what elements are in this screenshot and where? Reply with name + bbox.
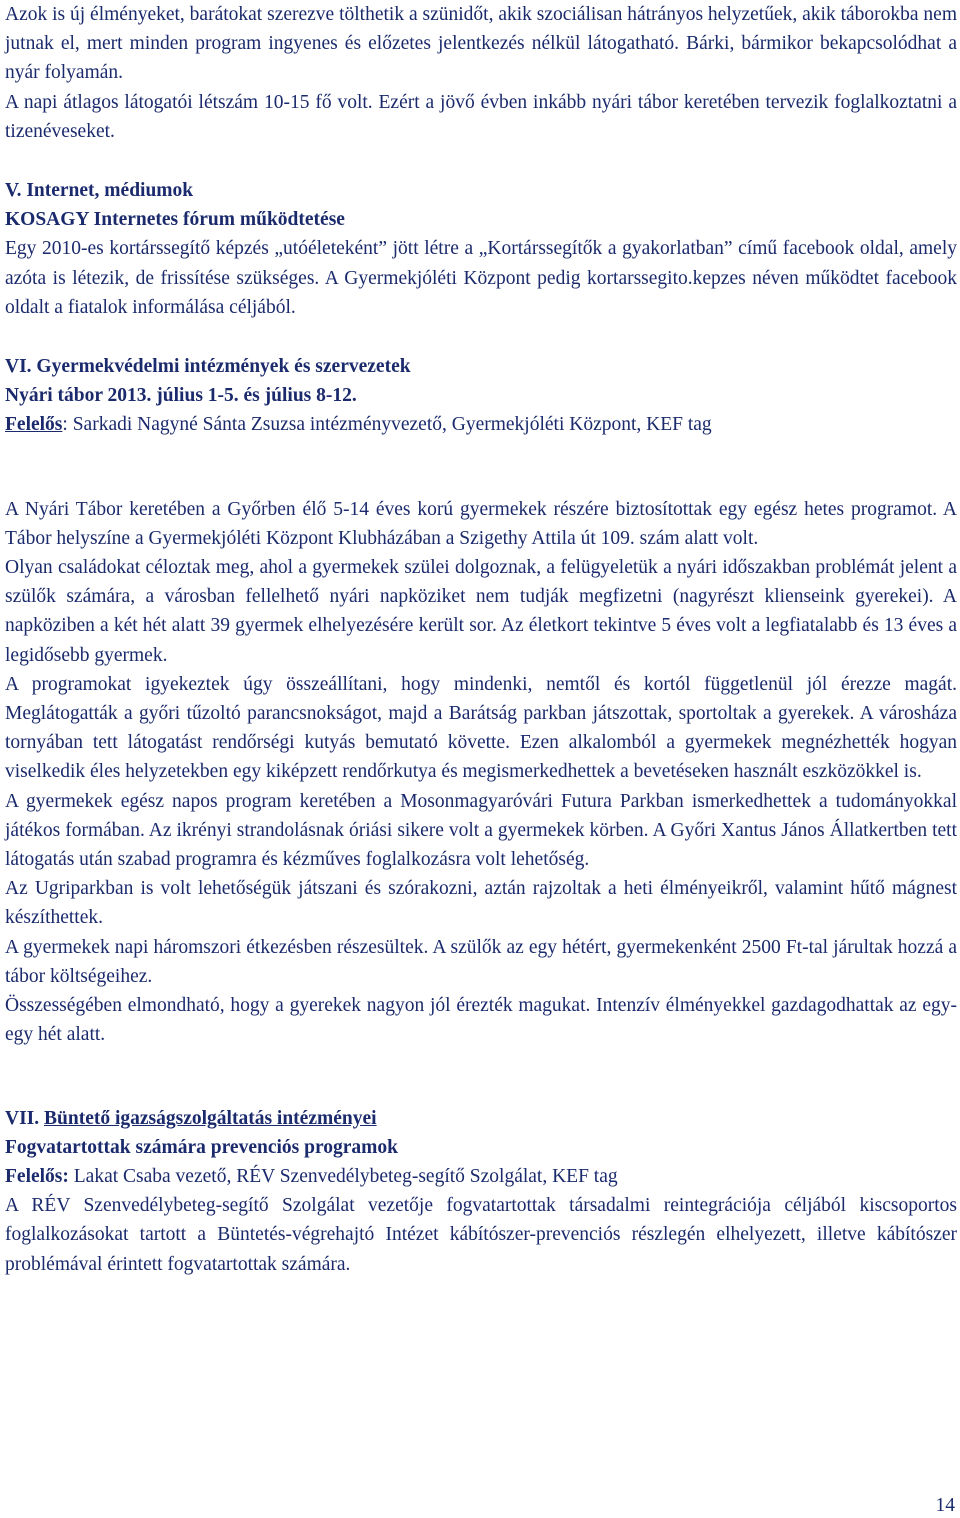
section-6-paragraph: A Nyári Tábor keretében a Győrben élő 5-14 éves korú gyermekek részére biztosítottak egy egész hetes programot. A Tábor helyszíne a Gyermekjóléti Központ Klubházában a Szigethy Attila út 109. szám alatt volt. [5, 498, 957, 549]
responsible-text: Lakat Csaba vezető, RÉV Szenvedélybeteg-segítő Szolgálat, KEF tag [68, 1165, 618, 1187]
section-6-paragraph: Az Ugriparkban is volt lehetőségük játszani és szórakozni, aztán rajzoltak a heti élményeikről, valamint hűtő mágnest készíthettek. [5, 878, 957, 929]
section-6-paragraph: A gyermekek egész napos program keretében a Mosonmagyaróvári Futura Parkban ismerkedhettek a tudományokkal játékos formában. Az ikrényi strandolásnak óriási sikere volt a gyermekek körben. A Győri Xantus János Állatkertben tett látogatás után szabad programra és kézműves foglalkozásra volt lehetőség. [5, 790, 957, 871]
section-6-subheading: Nyári tábor 2013. július 1-5. és július 8-12. [5, 385, 357, 407]
section-5-paragraph: Egy 2010-es kortárssegítő képzés „utóéleteként” jött létre a „Kortárssegítők a gyakorlatban” című facebook oldal, amely azóta is létezik, de frissítése szükséges. A Gyermekjóléti Központ pedig kortarssegito.kepzes néven működtet facebook oldalt a fiatalok informálása céljából. [5, 238, 957, 318]
section-6-responsible [5, 410, 957, 439]
section-6-paragraph: A programokat igyekeztek úgy összeállítani, hogy mindenki, nemtől és kortól függetlenül jól érezze magát. Meglátogatták a győri tűzoltó parancsnokságot, majd a Barátság parkban játszottak, sportoltak a gyerekek. A városháza tornyában tett látogatást rendőrségi kutyás bemutató követte. Ezen alkalomból a gyermekek megnézhették hogyan viselkedik éles helyzetekben egy kiképzett rendőrkutya és megismerkedhettek a bevetéseken használt eszközökkel is. [5, 673, 957, 783]
section-6-paragraph: Olyan családokat céloztak meg, ahol a gyermekek szülei dolgoznak, a felügyeletük a nyári időszakban problémát jelent a szülők számára, a városban fellelhető nyári napköziket nem tudják megfizetni (nagyrészt klienseink gyerekei). A napköziben a két hét alatt 39 gyermek elhelyezésére került sor. Az életkort tekintve 5 éves volt a legfiatalabb és 13 éves a legidősebb gyermek. [5, 557, 957, 666]
spacer [5, 146, 957, 176]
section-5-subheading: KOSAGY Internetes fórum működtetése [5, 209, 345, 231]
section-6-paragraph: A gyermekek napi háromszori étkezésben részesültek. A szülők az egy hétért, gyermekenként 2500 Ft-tal járultak hozzá a tábor költségeihez. [5, 936, 957, 987]
responsible-label: Felelős [5, 414, 63, 436]
section-7-paragraph: A RÉV Szenvedélybeteg-segítő Szolgálat vezetője fogvatartottak társadalmi reintegrációja céljából kiscsoportos foglalkozásokat tartott a Büntetés-végrehajtó Intézet kábítószer-prevenciós részlegén elhelyezett, illetve kábítószer problémával érintett fogvatartottak számára. [5, 1195, 957, 1275]
section-7-heading-prefix: VII. [5, 1107, 45, 1129]
intro-paragraph-2: A napi átlagos látogatói létszám 10-15 fő volt. Ezért a jövő évben inkább nyári tábor keretében tervezik foglalkoztatni a tizenéveseket. [5, 91, 957, 142]
intro-paragraph: Azok is új élményeket, barátokat szerezve tölthetik a szünidőt, akik szociálisan hátrányos helyzetűek, akik táborokba nem jutnak el, mert minden program ingyenes és előzetes jelentkezés nélkül látogatható. Bárki, bármikor bekapcsolódhat a nyár folyamán. [5, 4, 957, 84]
spacer [5, 1050, 957, 1104]
spacer [5, 322, 957, 352]
section-7-heading [5, 1104, 957, 1133]
responsible-text: : Sarkadi Nagyné Sánta Zsuzsa intézményvezető, Gyermekjóléti Központ, KEF tag [62, 414, 712, 436]
section-6-heading: VI. Gyermekvédelmi intézmények és szervezetek [5, 356, 411, 378]
page-number: 14 [935, 1495, 955, 1516]
section-7-subheading: Fogvatartottak számára prevenciós programok [5, 1136, 399, 1158]
section-6-paragraph: Összességében elmondható, hogy a gyerekek nagyon jól érezték magukat. Intenzív élményekkel gazdagodhattak az egy-egy hét alatt. [5, 995, 957, 1046]
document-page [5, 0, 957, 1279]
section-7-responsible [5, 1162, 957, 1191]
spacer [5, 440, 957, 495]
responsible-label: Felelős: [5, 1165, 69, 1187]
section-7-heading-title: Büntető igazságszolgáltatás intézményei [44, 1107, 377, 1129]
section-5-heading: V. Internet, médiumok [5, 180, 194, 202]
